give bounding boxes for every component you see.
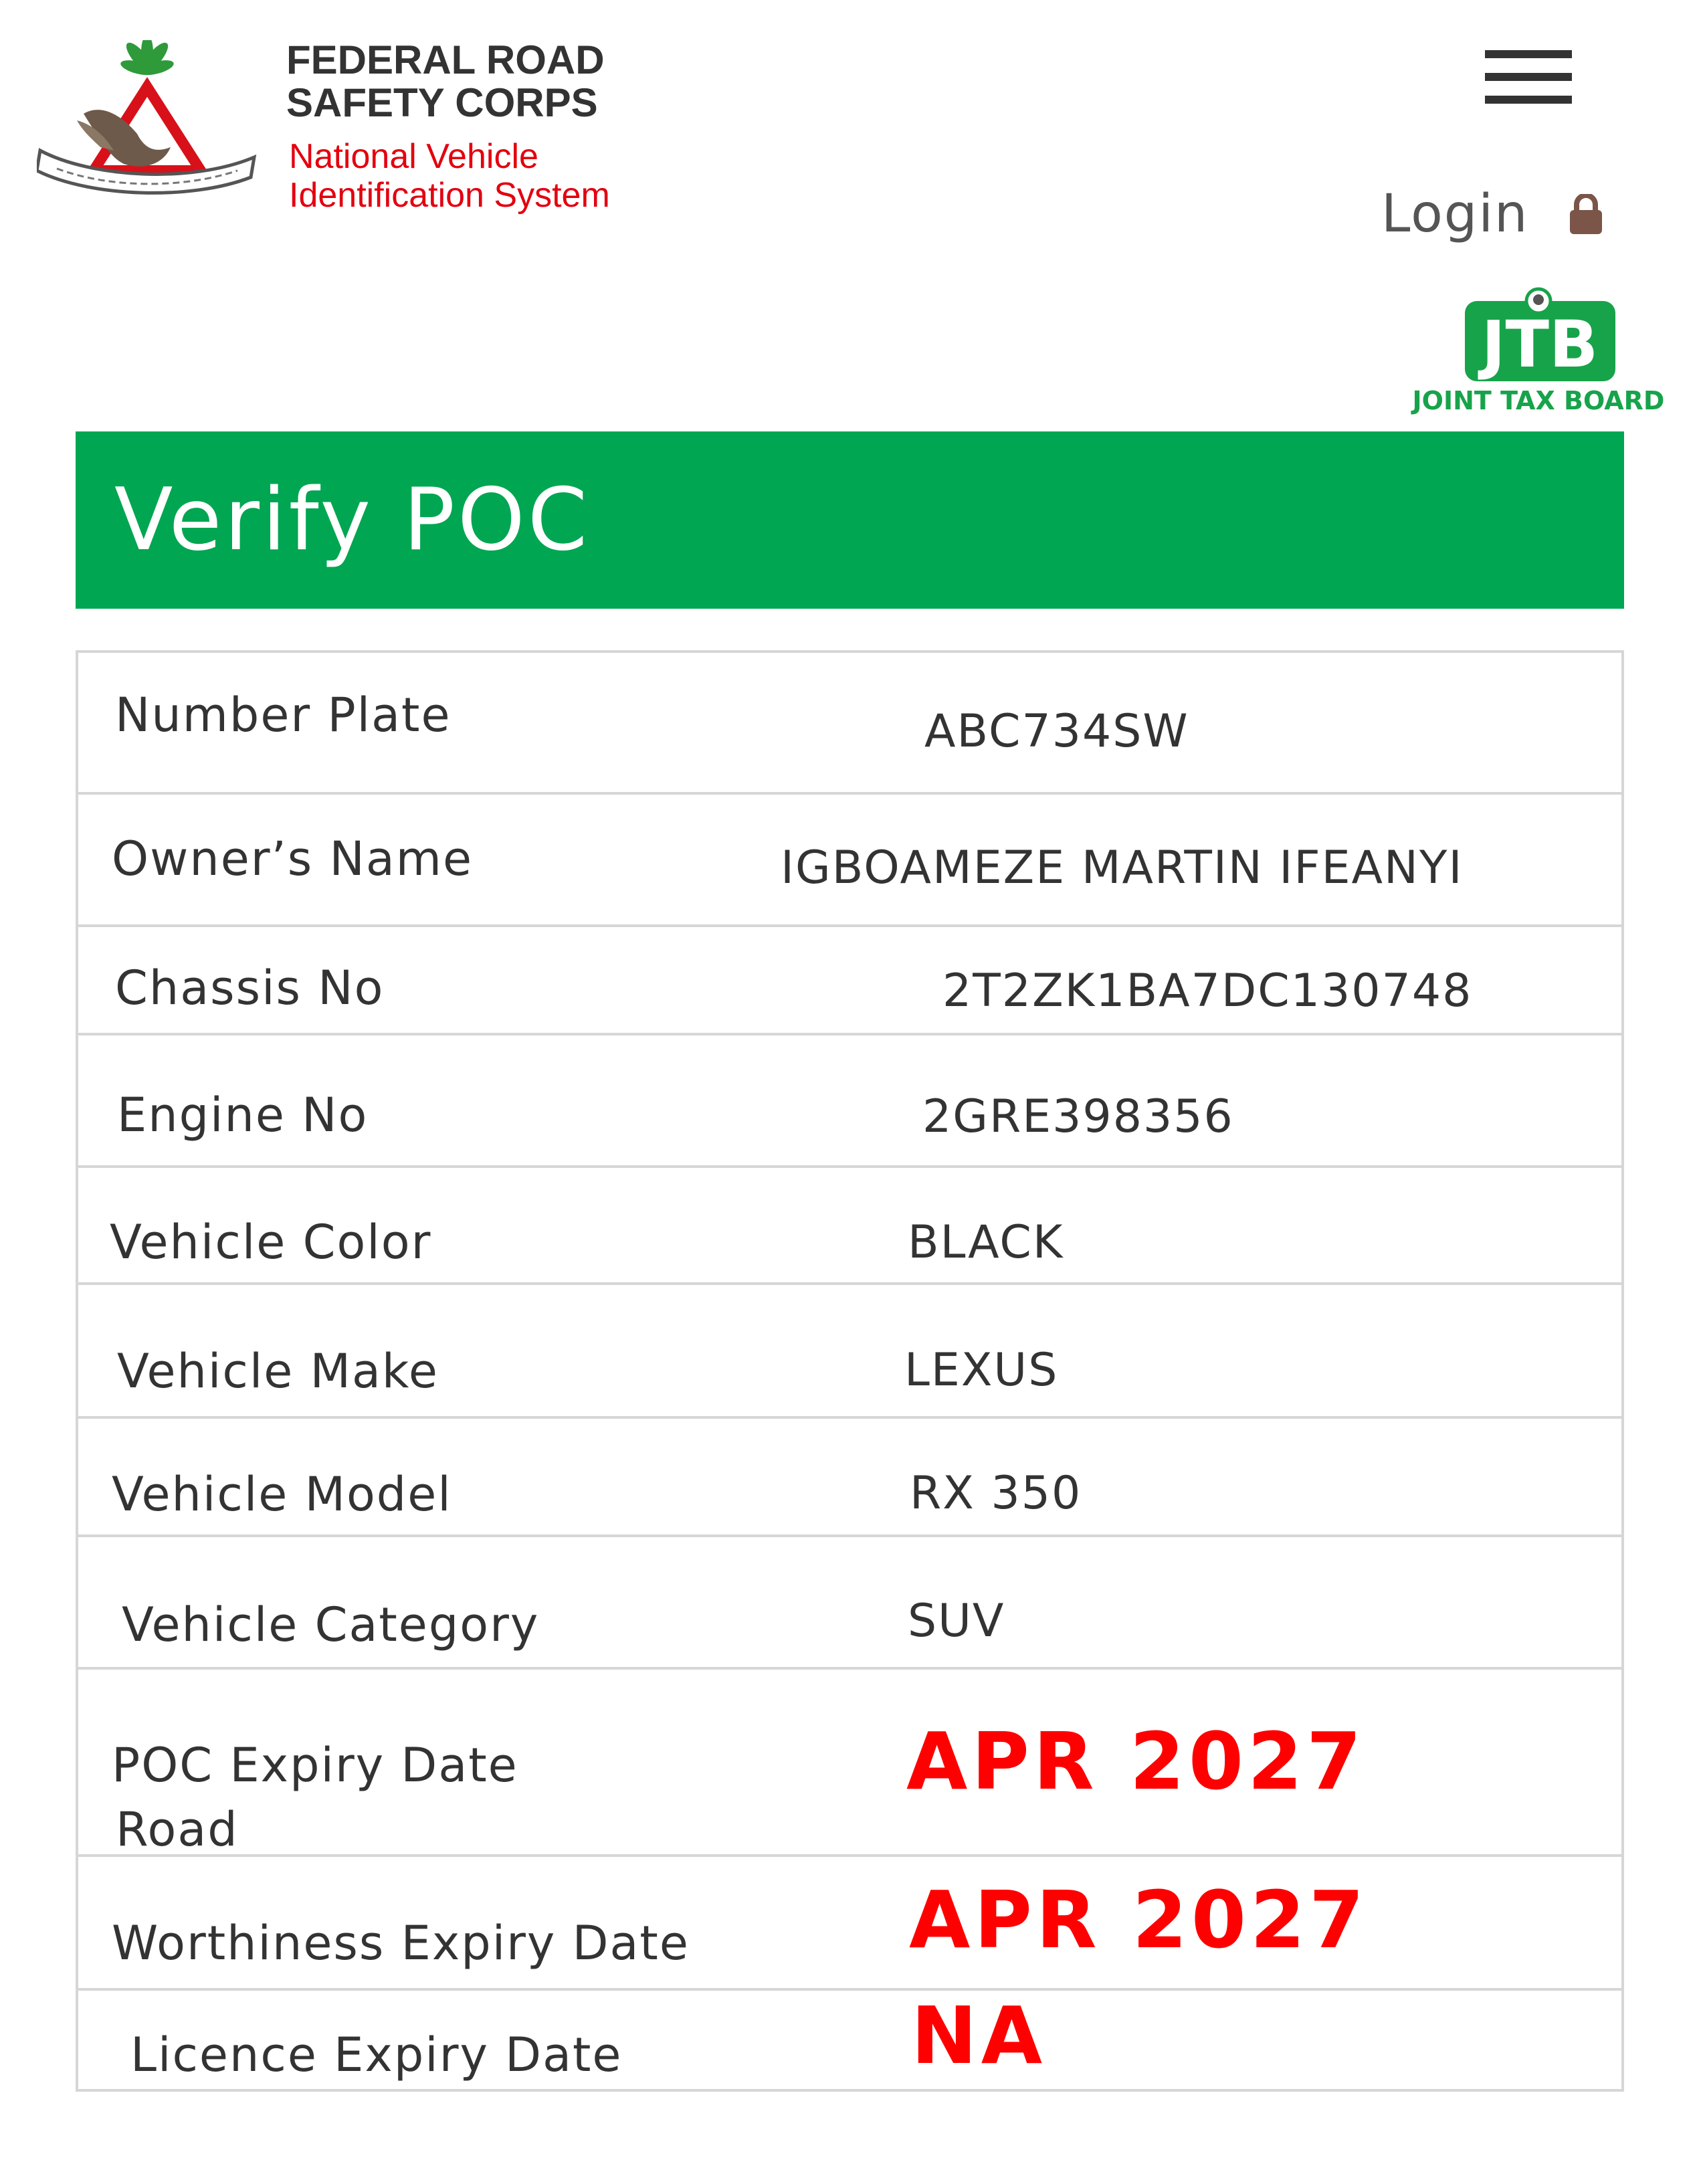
detail-value: BLACK <box>908 1216 1064 1269</box>
jtb-caption: JOINT TAX BOARD <box>1412 386 1665 415</box>
hamburger-menu-icon[interactable] <box>1485 50 1572 104</box>
detail-value: ABC734SW <box>924 705 1189 758</box>
detail-label: Vehicle Category <box>122 1597 540 1652</box>
detail-label: Worthiness Expiry Date <box>112 1916 690 1971</box>
detail-row-vehicle-category <box>78 1537 1621 1670</box>
detail-row-vehicle-make <box>78 1285 1621 1419</box>
detail-value: SUV <box>908 1595 1005 1648</box>
poc-expiry-value: APR 2027 <box>906 1715 1366 1807</box>
jtb-badge-text: JTB <box>1481 307 1599 382</box>
detail-row-vehicle-color <box>78 1168 1621 1285</box>
detail-label: Owner’s Name <box>112 831 474 886</box>
org-name-line2: SAFETY CORPS <box>286 80 598 125</box>
detail-row-engine-no <box>78 1035 1621 1168</box>
detail-value: IGBOAMEZE MARTIN IFEANYI <box>781 841 1464 894</box>
detail-row-poc-expiry <box>78 1670 1621 1857</box>
detail-label <box>112 1733 518 1862</box>
detail-row-vehicle-model <box>78 1419 1621 1537</box>
org-name-line1: FEDERAL ROAD <box>286 37 605 82</box>
detail-value: RX 350 <box>910 1467 1082 1520</box>
detail-value: LEXUS <box>904 1344 1059 1397</box>
licence-expiry-value: NA <box>911 1989 1047 2082</box>
detail-label: Chassis No <box>115 961 385 1015</box>
detail-value: 2T2ZK1BA7DC130748 <box>942 965 1473 1017</box>
detail-label-line1: POC Expiry Date <box>112 1738 518 1793</box>
org-name <box>286 39 605 124</box>
detail-label: Vehicle Model <box>112 1467 452 1522</box>
detail-label: Vehicle Make <box>117 1344 439 1399</box>
title-bar <box>76 431 1624 609</box>
detail-value: 2GRE398356 <box>922 1090 1234 1143</box>
frsc-logo <box>37 40 258 201</box>
org-subtitle-line1: National Vehicle <box>289 137 538 176</box>
detail-row-number-plate <box>78 653 1621 795</box>
detail-label: Number Plate <box>115 688 452 742</box>
detail-label: Licence Expiry Date <box>130 2027 623 2082</box>
detail-label: Vehicle Color <box>110 1215 432 1270</box>
login-label: Login <box>1381 184 1529 244</box>
lock-icon <box>1569 194 1603 234</box>
detail-row-owner-name <box>78 795 1621 927</box>
org-subtitle-line2: Identification System <box>289 176 610 215</box>
road-worthiness-expiry-value: APR 2027 <box>909 1874 1369 1966</box>
detail-label-line2: Road <box>116 1802 239 1857</box>
jtb-logo <box>1405 281 1672 421</box>
page-title: Verify POC <box>114 470 591 570</box>
login-link[interactable] <box>1381 181 1603 247</box>
vehicle-details-table <box>76 650 1624 2092</box>
org-subtitle <box>289 137 610 215</box>
detail-label: Engine No <box>117 1088 369 1143</box>
detail-row-licence-expiry <box>78 1991 1621 2092</box>
detail-row-chassis-no <box>78 927 1621 1035</box>
detail-row-road-worthiness-expiry <box>78 1857 1621 1991</box>
